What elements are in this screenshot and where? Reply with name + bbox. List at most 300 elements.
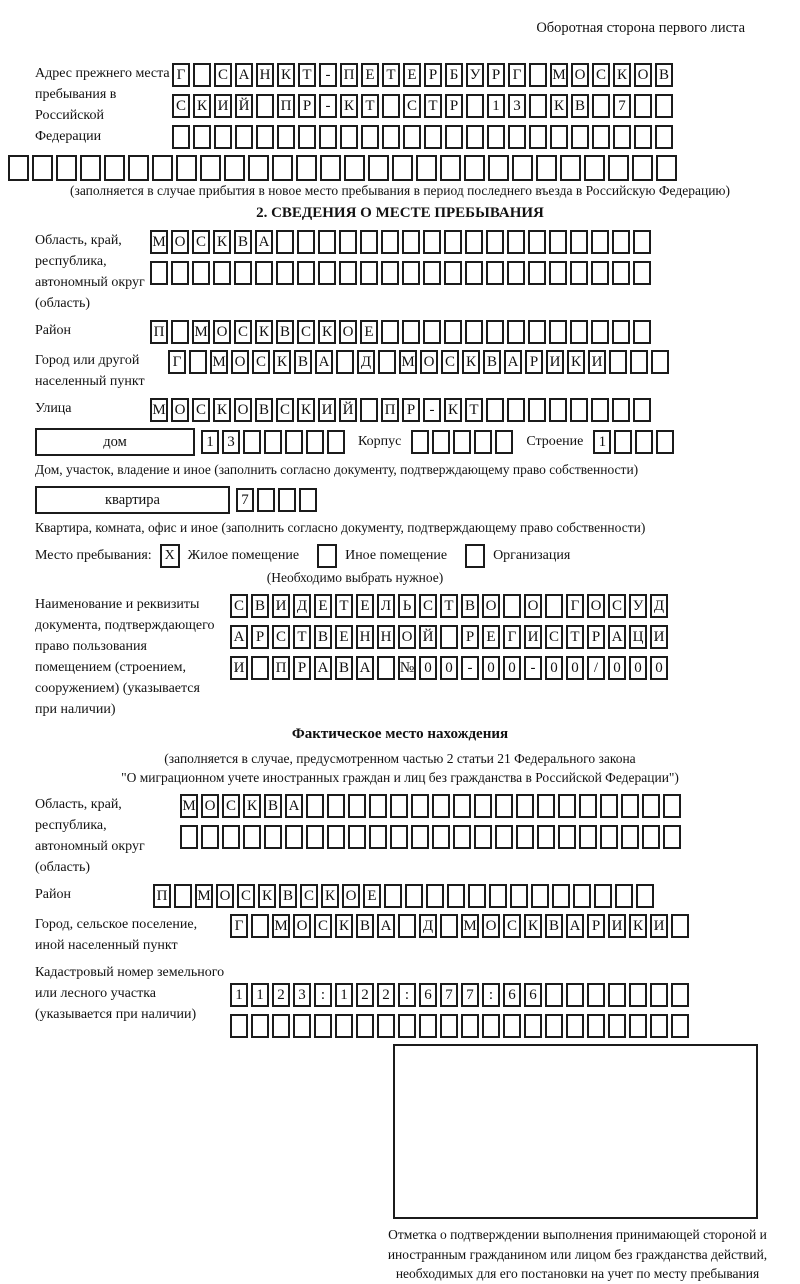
char-box [248,155,269,181]
char-box: С [314,914,332,938]
char-box [558,825,576,849]
char-box [382,125,400,149]
char-box: 0 [629,656,647,680]
char-box: 7 [461,983,479,1007]
char-box: К [255,320,273,344]
char-box [80,155,101,181]
char-box: Г [508,63,526,87]
char-box: 3 [222,430,240,454]
char-box [361,125,379,149]
char-box: К [613,63,631,87]
char-box [650,983,668,1007]
char-box: Й [419,625,437,649]
char-box: Г [230,914,248,938]
char-box [319,125,337,149]
char-box: П [153,884,171,908]
house-block [35,428,800,456]
char-box: И [318,398,336,422]
char-box [528,398,546,422]
char-box: Р [445,94,463,118]
char-box [634,94,652,118]
cadastral-block [35,962,800,1038]
char-box: У [629,594,647,618]
char-box [402,230,420,254]
char-box [432,794,450,818]
char-box: Г [172,63,190,87]
char-box [600,794,618,818]
char-box [256,94,274,118]
char-box: К [277,63,295,87]
char-box: С [252,350,270,374]
char-box [348,825,366,849]
char-box [426,884,444,908]
char-box [650,1014,668,1038]
char-box: Ц [629,625,647,649]
char-box [579,825,597,849]
char-box: И [546,350,564,374]
prev-address-label: Адрес прежнего места пребывания в Российской Федерации [35,66,170,144]
char-box: П [272,656,290,680]
char-box: О [524,594,542,618]
char-box: 1 [251,983,269,1007]
char-box [423,320,441,344]
cadastral-row-1 [230,983,692,1007]
char-box [256,125,274,149]
char-box [251,656,269,680]
char-box [633,320,651,344]
stamp-caption: Отметка о подтверждении выполнения принимающей стороной и иностранным гражданином или лицом без гражданства действий, необходимых для его постановки на учет по месту пребывания [387,1227,768,1282]
char-box [327,825,345,849]
section2-title: 2. СВЕДЕНИЯ О МЕСТЕ ПРЕБЫВАНИЯ [256,205,544,221]
char-box [411,430,429,454]
char-box: А [285,794,303,818]
char-box [632,155,653,181]
char-box: Т [361,94,379,118]
char-box: М [399,350,417,374]
char-box [594,884,612,908]
char-box: О [234,398,252,422]
stroenie-row [593,430,677,454]
char-box [381,230,399,254]
char-box: Г [566,594,584,618]
char-box [424,125,442,149]
char-box [474,794,492,818]
district-row [150,320,654,344]
char-box [411,825,429,849]
char-box [314,1014,332,1038]
char-box [549,398,567,422]
house-caption: Дом, участок, владение и иное (заполнить согласно документу, подтверждающему право собственности) [35,462,639,477]
char-box [339,261,357,285]
char-box [356,1014,374,1038]
char-box: 7 [440,983,458,1007]
char-box: 0 [419,656,437,680]
char-box [528,320,546,344]
char-box [507,230,525,254]
actual-region-label: Область, край, республика, автономный округ (область) [35,797,145,875]
actual-city-label: Город, сельское поселение, иной населенный пункт [35,917,198,953]
char-box [440,155,461,181]
char-box [297,230,315,254]
char-box [264,430,282,454]
char-box [512,155,533,181]
char-box: В [251,594,269,618]
char-box [222,825,240,849]
char-box: А [230,625,248,649]
char-box: К [340,94,358,118]
char-box: К [524,914,542,938]
char-box: П [150,320,168,344]
district-block [35,320,800,344]
char-box [545,594,563,618]
char-box: О [231,350,249,374]
char-box: К [273,350,291,374]
stroenie-label: Строение [526,434,584,449]
char-box [573,884,591,908]
apartment-type-box: квартира [35,486,230,514]
char-box [340,125,358,149]
char-box: О [587,594,605,618]
char-box [671,1014,689,1038]
char-box [550,125,568,149]
street-block [35,398,800,422]
char-box [432,430,450,454]
char-box: А [566,914,584,938]
char-box: Д [650,594,668,618]
char-box [663,825,681,849]
char-box: К [335,914,353,938]
document-label: Наименование и реквизиты документа, подтверждающего право пользования помещением (строением, сооружением) (указывается при наличии) [35,597,215,717]
street-label: Улица [35,401,72,416]
char-box [663,794,681,818]
char-box: Е [363,884,381,908]
char-box: 6 [503,983,521,1007]
char-box: В [234,230,252,254]
char-box: П [277,94,295,118]
char-box: 0 [608,656,626,680]
char-box [171,261,189,285]
char-box [171,320,189,344]
char-box [402,261,420,285]
char-box [608,1014,626,1038]
char-box: С [276,398,294,422]
char-box [507,398,525,422]
char-box: 0 [566,656,584,680]
char-box: Н [377,625,395,649]
char-box [306,825,324,849]
char-box: В [314,625,332,649]
char-box: 7 [236,488,254,512]
char-box [419,1014,437,1038]
char-box [474,825,492,849]
char-box [251,914,269,938]
char-box: Т [424,94,442,118]
char-box: К [213,398,231,422]
char-box [384,884,402,908]
char-box [377,656,395,680]
actual-region-block [35,794,800,878]
char-box [180,825,198,849]
char-box [234,261,252,285]
char-box: 0 [482,656,500,680]
char-box: А [255,230,273,254]
char-box: С [419,594,437,618]
char-box: : [482,983,500,1007]
char-box: 1 [487,94,505,118]
char-box: С [230,594,248,618]
char-box [402,320,420,344]
char-box [150,261,168,285]
actual-region-row-2 [180,825,684,849]
char-box [656,155,677,181]
prev-address-row-1 [172,63,676,87]
stay-type-note: (Необходимо выбрать нужное) [266,570,444,585]
char-box: Д [357,350,375,374]
char-box [671,914,689,938]
char-box: О [171,398,189,422]
char-box: Р [251,625,269,649]
char-box [531,884,549,908]
char-box: О [482,914,500,938]
char-box [587,1014,605,1038]
char-box [612,398,630,422]
char-box: А [377,914,395,938]
char-box [503,594,521,618]
char-box: В [335,656,353,680]
char-box: В [264,794,282,818]
char-box: С [222,794,240,818]
char-box: О [216,884,234,908]
region-row-2 [150,261,654,285]
char-box [318,230,336,254]
char-box [486,398,504,422]
char-box [579,794,597,818]
char-box [272,155,293,181]
char-box: Б [445,63,463,87]
actual-city-row [230,914,692,938]
char-box [214,125,232,149]
char-box [464,155,485,181]
char-box: И [650,914,668,938]
char-box: О [213,320,231,344]
char-box [381,261,399,285]
char-box: : [314,983,332,1007]
checkbox-zhiloe: X [160,544,180,568]
char-box [629,1014,647,1038]
char-box: 2 [272,983,290,1007]
char-box: Е [403,63,421,87]
char-box: К [550,94,568,118]
char-box: - [319,94,337,118]
prev-address-row-2 [172,94,676,118]
char-box [423,230,441,254]
confirmation-stamp-area [393,1044,758,1219]
char-box [474,430,492,454]
char-box [488,155,509,181]
char-box: 0 [650,656,668,680]
char-box [411,794,429,818]
char-box: Й [339,398,357,422]
char-box: А [356,656,374,680]
char-box [566,1014,584,1038]
option-organizatsiya-label: Организация [493,548,571,563]
char-box: 7 [613,94,631,118]
option-inoe-label: Иное помещение [345,548,448,563]
city-row [168,350,672,374]
char-box [537,825,555,849]
char-box: Г [503,625,521,649]
char-box [633,261,651,285]
char-box [516,794,534,818]
char-box: С [592,63,610,87]
char-box [296,155,317,181]
char-box: С [441,350,459,374]
char-box [536,155,557,181]
char-box: М [180,794,198,818]
char-box: А [315,350,333,374]
char-box: С [300,884,318,908]
char-box [529,125,547,149]
char-box: А [504,350,522,374]
char-box [193,125,211,149]
char-box: Р [298,94,316,118]
char-box: М [192,320,210,344]
char-box [600,825,618,849]
char-box [128,155,149,181]
char-box: 2 [356,983,374,1007]
char-box [453,825,471,849]
char-box [432,825,450,849]
char-box [444,230,462,254]
char-box: В [255,398,273,422]
char-box: К [444,398,462,422]
char-box [189,350,207,374]
char-box: Р [587,625,605,649]
char-box [528,230,546,254]
char-box [651,350,669,374]
char-box [299,488,317,512]
char-box: В [571,94,589,118]
char-box [612,261,630,285]
char-box: О [634,63,652,87]
char-box: Д [419,914,437,938]
char-box: Р [487,63,505,87]
char-box [630,350,648,374]
char-box: М [210,350,228,374]
char-box [257,488,275,512]
char-box [613,125,631,149]
char-box [390,825,408,849]
char-box [634,125,652,149]
char-box: С [192,230,210,254]
char-box: 0 [545,656,563,680]
char-box: Й [235,94,253,118]
char-box [591,320,609,344]
street-row [150,398,654,422]
char-box: К [318,320,336,344]
char-box: К [567,350,585,374]
char-box [507,320,525,344]
char-box [381,320,399,344]
char-box [444,261,462,285]
char-box: К [193,94,211,118]
city-label: Город или другой населенный пункт [35,353,145,389]
char-box [293,1014,311,1038]
char-box [306,794,324,818]
char-box [545,1014,563,1038]
korpus-row [411,430,516,454]
char-box: Р [525,350,543,374]
char-box: Е [335,625,353,649]
char-box: Н [356,625,374,649]
char-box [344,155,365,181]
char-box [276,230,294,254]
char-box [264,825,282,849]
char-box: Р [402,398,420,422]
char-box [416,155,437,181]
actual-district-block [35,884,800,908]
stay-type-label: Место пребывания: [35,548,152,563]
char-box [612,230,630,254]
char-box: 0 [503,656,521,680]
char-box [609,350,627,374]
char-box: С [545,625,563,649]
char-box [369,825,387,849]
char-box [528,261,546,285]
char-box [398,914,416,938]
char-box [285,825,303,849]
char-box [466,94,484,118]
city-block [35,350,800,392]
char-box: С [234,320,252,344]
char-box: О [339,320,357,344]
char-box [306,430,324,454]
char-box: И [230,656,248,680]
char-box: Т [298,63,316,87]
char-box: / [587,656,605,680]
char-box [251,1014,269,1038]
char-box [465,320,483,344]
char-box: В [545,914,563,938]
char-box: С [608,594,626,618]
char-box [549,261,567,285]
char-box [629,983,647,1007]
char-box: В [461,594,479,618]
char-box: А [235,63,253,87]
char-box [495,794,513,818]
char-box: О [293,914,311,938]
char-box: И [608,914,626,938]
char-box: - [319,63,337,87]
char-box [503,1014,521,1038]
char-box [382,94,400,118]
char-box: Т [293,625,311,649]
char-box [32,155,53,181]
checkbox-inoe [317,544,337,568]
char-box: В [655,63,673,87]
char-box: С [237,884,255,908]
char-box: Е [482,625,500,649]
char-box: Р [424,63,442,87]
char-box: К [258,884,276,908]
char-box [440,914,458,938]
char-box [615,884,633,908]
char-box: А [608,625,626,649]
char-box: М [461,914,479,938]
char-box: П [340,63,358,87]
char-box [235,125,253,149]
char-box: И [214,94,232,118]
